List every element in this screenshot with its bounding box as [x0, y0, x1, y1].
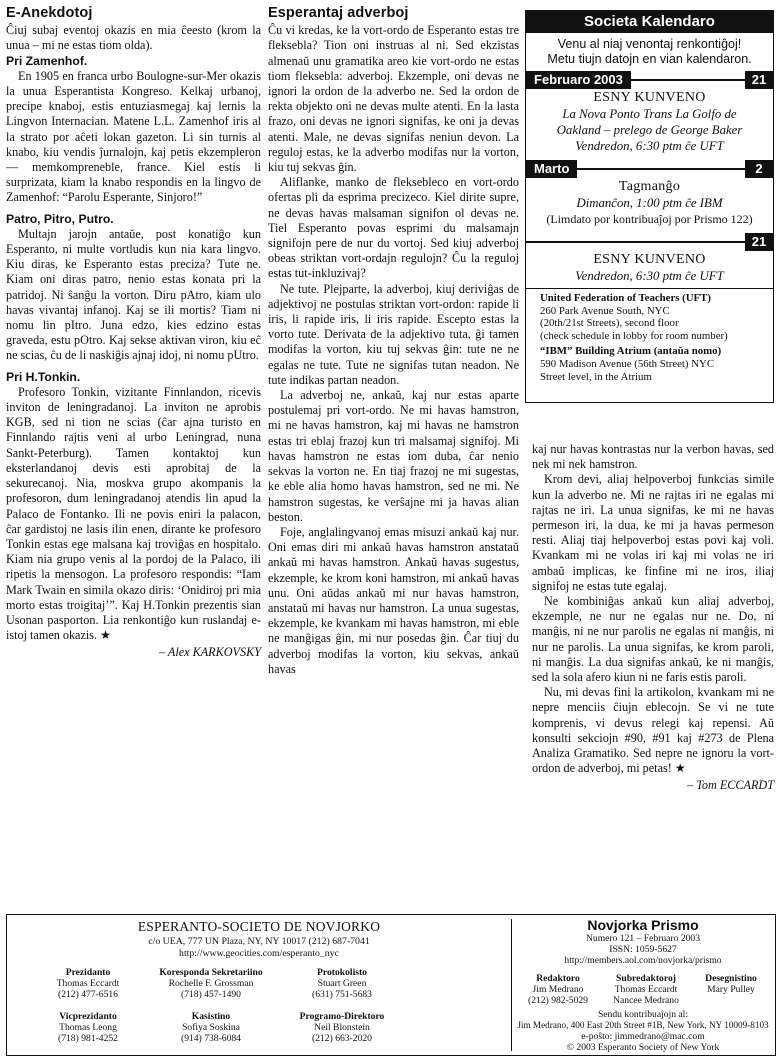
- officer-phone: (631) 751-5683: [312, 989, 372, 1000]
- section-heading-zamenhof: Pri Zamenhof.: [6, 53, 88, 68]
- officer-name: Thomas Leong: [59, 1022, 117, 1033]
- prismo-masthead: [512, 915, 774, 1053]
- intro-paragraph: Ĉiuj subaj eventoj okazis en mia ĉeesto (krom la unua – mi ne estas tiom olda).: [6, 23, 261, 53]
- contributions-email: e-poŝto: jimmedrano@mac.com: [581, 1031, 705, 1042]
- contributions-label: Sendu kontribuaĵojn al:: [597, 1009, 689, 1020]
- day-bar: [526, 233, 773, 251]
- society-name: ESPERANTO-SOCIETO DE NOVJORKO: [137, 919, 381, 934]
- venue-line: (check schedule in lobby for room number): [540, 329, 728, 342]
- calendar-title: Societa Kalendaro: [526, 11, 773, 33]
- venue-line: 590 Madison Avenue (56th Street) NYC: [540, 357, 715, 370]
- editor-name: Jim Medrano: [532, 984, 584, 995]
- officer-title: Vicprezidanto: [59, 1011, 117, 1022]
- venue-name: United Federation of Teachers (UFT): [540, 292, 711, 304]
- paragraph: Nu, mi devas fini la artikolon, kvankam mi ne nepre menciis ĉiujn eblecojn. Se vi ne tute komprenis, vi devus relegi kaj repensi. Aŭ konsulti sekciojn #90, #91 kaj #273 de Plena Analiza Gramatiko. Sed nepre ne ignoru la vort-ordon de adverboj, mi petas! ★: [532, 685, 774, 776]
- officer-phone: (212) 477-6516: [58, 989, 118, 1000]
- contributions-address: Jim Medrano, 400 East 20th Street #1B, New York, NY 10009-8103: [517, 1020, 769, 1030]
- event-line: (Limdato por kontribuaĵoj por Prismo 122): [546, 212, 753, 226]
- officer-name: Thomas Eccardt: [56, 978, 120, 989]
- paragraph: Krom devi, aliaj helpoverboj funkcias simile kun la adverbo ne. Mi ne rajtas iri ne egalas mi rajtas ne iri. La unua signifas, ke mi ne havas permeson iri, la dua, ke mi ja havas permeson resti. Aliaj tiaj helpoverboj estas povi kaj voli. Kvankam mi ne volas iri kaj mi volas ne iri ambaŭ implicas, ke finfine mi ne iros, iliaj signifoj ne estas tute egalaj.: [532, 472, 774, 593]
- editor-title: Desegnistino: [705, 973, 757, 984]
- officer-title: Protokolisto: [317, 967, 367, 978]
- day-number: 21: [745, 71, 773, 89]
- event-line: La Nova Ponto Trans La Golfo de: [562, 107, 737, 121]
- officer: [141, 1011, 281, 1044]
- contributions: [512, 1009, 774, 1053]
- officer-name: Sofiya Soskina: [182, 1022, 240, 1033]
- calendar-event: [526, 89, 773, 158]
- editor: [688, 973, 774, 995]
- newsletter-title: Novjorka Prismo: [587, 917, 699, 933]
- officer-name: Neil Blonstein: [314, 1022, 370, 1033]
- section-heading-tonkin: Pri H.Tonkin.: [6, 369, 81, 384]
- editor: [600, 973, 692, 1006]
- issn: ISSN: 1059-5627: [609, 944, 677, 955]
- society-address: c/o UEA, 777 UN Plaza, NY, NY 10017 (212) 687-7041: [148, 936, 370, 947]
- editor-name: Nancee Medrano: [613, 995, 679, 1006]
- copyright: © 2003 Esperanto Society of New York: [566, 1042, 720, 1053]
- editor-title: Redaktoro: [536, 973, 580, 984]
- month-label: Februaro 2003: [526, 71, 631, 89]
- article-title-adverboj: Esperantaj adverboj: [268, 5, 409, 21]
- officer-phone: (212) 663-2020: [312, 1033, 372, 1044]
- section-heading-patro: Patro, Pitro, Putro.: [6, 211, 114, 226]
- event-title: Tagmanĝo: [618, 179, 681, 194]
- calendar-intro-line: Venu al niaj venontaj renkontiĝoj!: [557, 37, 742, 51]
- paragraph: Multajn jarojn antaŭe, post konatiĝo kun Esperanto, ni multe vortludis kun nia kara lingvo. Kiu diras, ke Esperanto estas preciza? Tute ne. Kiam oni diras patro, nenio estas konata pri la patridoj. Ni ŝanĝu la vorton. Diru pAtro, kiam ulo havas vivantaj infanoj. Kaj se ili mortis? Tiam ni nomu lin pItro. Juna edzo, kies edzino estas graveda, estu pOtro. Kaj sekse aktivan viron, kiu eĉ ne scias, ĉu de li naskiĝis ajnaj idoj, ni nomu pUtro.: [6, 226, 261, 363]
- event-line: – prelego de George Baker: [600, 123, 743, 137]
- calendar-event: [526, 178, 773, 231]
- author-signature: – Tom ECCARDT: [687, 778, 774, 793]
- officer-phone: (718) 981-4252: [58, 1033, 118, 1044]
- editor-phone: (212) 982-5029: [528, 995, 588, 1006]
- officer: [277, 1011, 407, 1044]
- paragraph: Ne kombiniĝas ankaŭ kun aliaj adverboj, ekzemple, ne nur ne egalas nur ne. Do, ni manĝis, ni ne nur parolis ne egalas ni manĝis, ni nur ne parolis. La unua signifas, ke krom paroli, ni manĝis. La dua signifas ankaŭ, ke ni manĝis, sed la sola afero kiun ni ne faris estis paroli.: [532, 594, 774, 685]
- officer-title: Kasistino: [191, 1011, 231, 1022]
- venue-name: “IBM” Building Atrium (antaŭa nomo): [540, 345, 722, 358]
- officer-name: Rochelle F. Grossman: [168, 978, 254, 989]
- editor-title: Subredaktoroj: [616, 973, 676, 984]
- society-masthead: [7, 915, 511, 1044]
- column-anekdotoj: [6, 6, 261, 661]
- newsletter-url: http://members.aol.com/novjorka/prismo: [564, 955, 722, 966]
- day-number: 2: [745, 160, 773, 178]
- editor-name: Thomas Eccardt: [614, 984, 678, 995]
- officer-phone: (718) 457-1490: [181, 989, 241, 1000]
- issue-number: Numero 121 – Februaro 2003: [585, 933, 701, 944]
- officer-phone: (914) 738-6084: [181, 1033, 241, 1044]
- event-title: ESNY KUNVENO: [593, 252, 706, 267]
- venue-line: (20th/21st Streets), second floor: [540, 317, 679, 330]
- event-line: Oakland: [556, 123, 601, 137]
- society-calendar: [525, 10, 774, 403]
- event-line: Vendredon, 6:30 ptm ĉe UFT: [575, 269, 724, 283]
- column-adverboj: [268, 6, 519, 677]
- event-line: Vendredon, 6:30 ptm ĉe UFT: [575, 139, 724, 153]
- officer-title: Programo-Direktoro: [299, 1011, 385, 1022]
- officer-title: Prezidanto: [65, 967, 111, 978]
- venue-line: 260 Park Avenue South, NYC: [540, 304, 670, 317]
- paragraph: Aliflanke, manko de fleksebleco en vort-ordo ofertas pli da esprima precizeco. Kiel dirite supre, ne devas havas malsaman signifon ol devas ne. Tiel Esperanto povas esprimi du malsamajn signifojn pere de nur du vortoj. Sed kiuj adverboj obeas striktan vort-ordajn regulojn? Ĉu la reguloj estas tut-inkluzivaj?: [268, 175, 519, 281]
- paragraph: En 1905 en franca urbo Boulogne-sur-Mer okazis la unua Esperantista Kongreso. Kelkaj urbanoj, precipe knaboj, estis entuziasmegaj kaj lernis la Lingvon Internacian. Matene L.L. Zamenhof iris al la strato por aĉeti lokan gazeton. Li sin turnis al knabo, kiu vendis ĵurnalojn, kaj petis ekzempleron — memkompreneble, france. Kiel estis li surprizata, kiam la knabo respondis en la lingvo de Zamenhof: “Parolu Esperante, Sinjoro!”: [6, 68, 261, 205]
- month-bar-marto: [526, 160, 773, 178]
- officer: [277, 967, 407, 1000]
- society-website: http://www.geocities.com/esperanto_nyc: [179, 948, 339, 959]
- day-number: 21: [745, 233, 773, 251]
- venue-line: Street level, in the Atrium: [540, 370, 652, 383]
- paragraph: Profesoro Tonkin, vizitante Finnlandon, ricevis inviton de leningradanoj. La inviton ne aprobis KGB, sed ni tion ne scias (ĉar ajna turisto en Finnlando rajtis veni al urbo Leningrad, nuna Sankt-Peterburg). Tamen kontaktoj kun eksterlandanoj devis esti aprobitaj de la sekurecanoj. Nia, moskva grupo akompanis la profesoron, dum leningradanoj atendis lin apud la Palaco de Fontanko. Ili ne povis eniri la palacon, ĉar gardistoj ne lasis ilin enen, dirante ke profesoro Tonkin estas ege malsana kaj troviĝas en hospitalo. Kiam nia grupo venis al la pordoj de la Palaco, ili ripetis la mensogon. La profesoro respondis: “Iam Mark Twain en simila okazo diris: ‘Onidiroj pri mia morto estas troigitaj’”. Kaj H.Tonkin prezentis sian Usonan pasporton. Lia renkontiĝo kun ruslandaj e-istoj tamen okazis. ★: [6, 384, 261, 643]
- author-signature: – Alex KARKOVSKY: [158, 645, 261, 660]
- calendar-intro: [526, 33, 773, 69]
- venue-list: [526, 289, 773, 387]
- editor: [512, 973, 604, 1006]
- officer: [141, 967, 281, 1000]
- paragraph: La adverboj ne, ankaŭ, kaj nur estas aparte postulemaj pri vort-ordo. Ne mi havas hamstron, mi ne havas hamstron, kaj mi havas ne hamstron estas tri eblaj frazoj kun tri malsamaj signifoj. Mi havas hamstron ne estas iom duba, ĉar nenio sekvas la vorton ne. En tiaj frazoj ne mi sugestas, ke eble alia homo havas hamstron, sed ne mi. Ne hamstron sugestas, ke verŝajne mi ja havas alian beston.: [268, 388, 519, 524]
- event-title: ESNY KUNVENO: [593, 90, 706, 105]
- calendar-event: [526, 251, 773, 288]
- masthead-footer: [6, 914, 776, 1056]
- event-line: Dimanĉon, 1:00 ptm ĉe IBM: [576, 196, 723, 210]
- paragraph: Foje, anglalingvanoj emas misuzi ankaŭ kaj nur. Oni emas diri mi ankaŭ havas hamstron anstataŭ ankaŭ mi havas hamstron. Ankaŭ havas sugestus, ekzemple, ke krom koni hamstron, mi ankaŭ havas unu. Oni aŭdas ankaŭ mi nur havas hamstron, anstataŭ mi havas nur hamstron. La unua sugestas, ekzemple, ke kvankam mi havas hamstron, mi eble ne manĝigas ĝin, mi nur posedas ĝin. Ĉar tiuj du adverboj modifas la vorton, kiu sekvas, ankaŭ havas: [268, 524, 519, 676]
- paragraph: kaj nur havas kontrastas nur la verbon havas, sed nek mi nek hamstron.: [532, 442, 774, 472]
- article-title-anekdotoj: E-Anekdotoj: [6, 5, 93, 21]
- calendar-intro-line: Metu tiujn datojn en vian kalendaron.: [547, 52, 752, 66]
- officer-title: Koresponda Sekretariino: [159, 967, 263, 978]
- paragraph: Ĉu vi kredas, ke la vort-ordo de Esperanto estas tre fleksebla? Tion oni instruas al ni. Sed ekzistas almenaŭ unu gramatika areo kie vort-ordo ne estas tiom fleksebla: adverboj. Ekzemple, oni devas ne ignori la ordon de la adverbo ne. Sed la ordon de rekta objekto oni ne devas multe atenti. En la lasta frazo, oni devas ne ignori signifas, ke oni ja devas atenti. Male, ne devas signifas neniun devon. La reguloj estas, ke la adverbo modifas nur la vorton, kiu tuj sekvas ĝin.: [268, 23, 519, 175]
- editor-name: Mary Pulley: [707, 984, 755, 995]
- column-adverboj-continued: [532, 442, 774, 794]
- month-bar-februaro: [526, 71, 773, 89]
- officer-name: Stuart Green: [317, 978, 367, 989]
- paragraph: Ne tute. Plejparte, la adverboj, kiuj deriviĝas de adjektivoj ne postulas striktan vort-ordon: rapide li iris, li rapide iris, li iris rapide. Escepto estas la vorto tute. Derivata de la adjektivo tuta, ĝi tamen modifas la vorton, kiu tuj sekvas ĝin: tute ne ne egalas ne tute. Tute ne signifas tutan neadon. Ne tute indikas partan neadon.: [268, 281, 519, 387]
- month-label: Marto: [526, 160, 577, 178]
